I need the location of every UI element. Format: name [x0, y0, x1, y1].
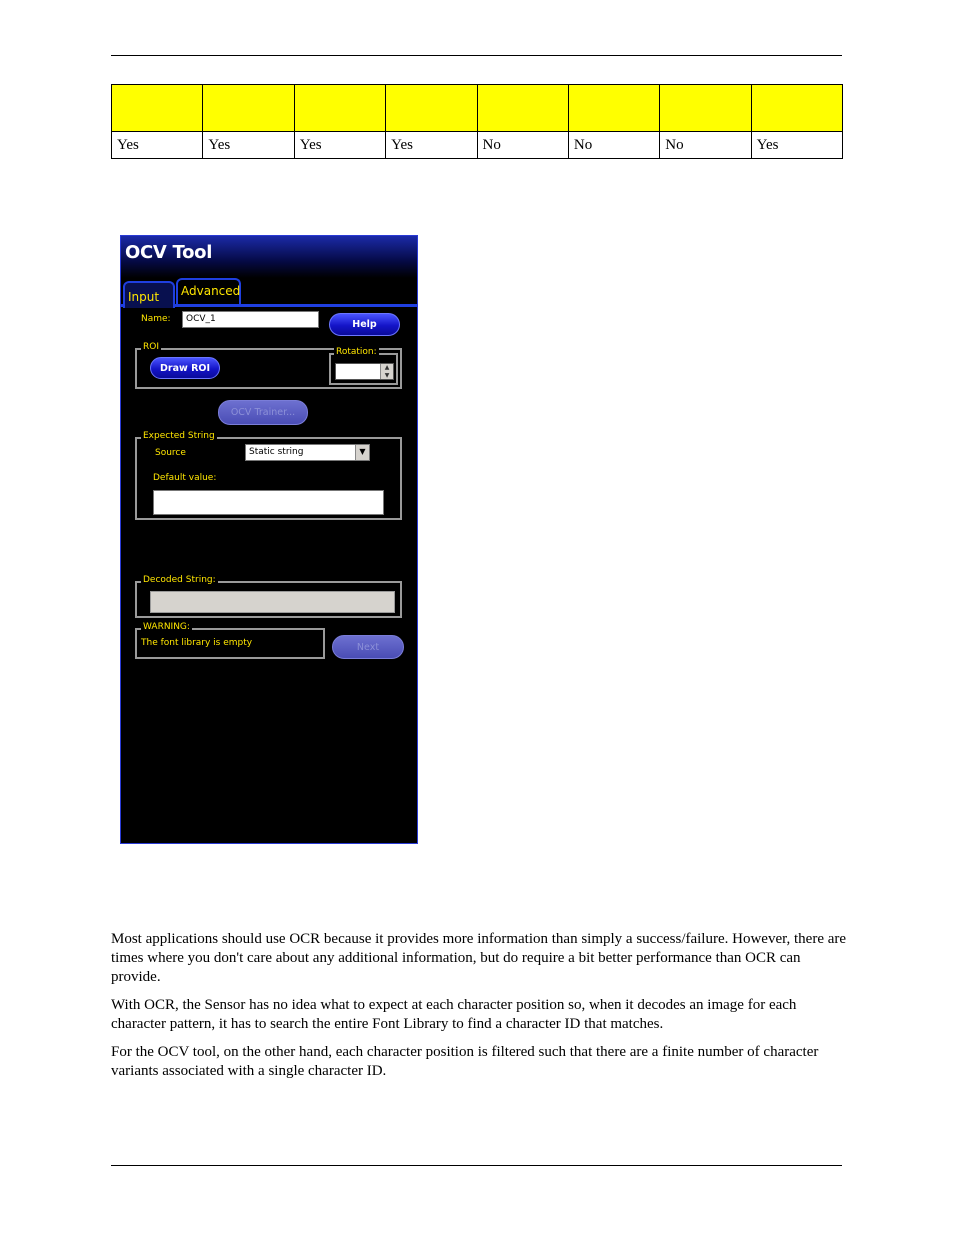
- panel-title: OCV Tool: [125, 242, 213, 263]
- tab-input[interactable]: Input: [123, 281, 175, 308]
- source-select-value: Static string: [249, 447, 304, 457]
- table-cell: Yes: [386, 132, 477, 159]
- rotation-spinner[interactable]: [335, 363, 394, 380]
- paragraph-ocr-search: With OCR, the Sensor has no idea what to expect at each character position so, when it decodes an image for each character pattern, it has to search the entire Font Library to find a character ID that matches.: [111, 997, 797, 1032]
- spinner-buttons[interactable]: [380, 364, 393, 379]
- ocv-trainer-button[interactable]: OCV Trainer...: [218, 400, 308, 425]
- table-header-cell: [568, 85, 659, 132]
- table-cell: Yes: [203, 132, 294, 159]
- rotation-group: [329, 347, 398, 385]
- table-header-cell: [386, 85, 477, 132]
- warning-group: [135, 622, 325, 659]
- table-header-cell: [294, 85, 385, 132]
- help-button[interactable]: Help: [329, 313, 400, 336]
- source-select[interactable]: [245, 444, 370, 461]
- table-header-cell: [112, 85, 203, 132]
- default-value-field[interactable]: [153, 490, 384, 515]
- table-header-row: [112, 85, 843, 132]
- ocv-tool-panel: [120, 235, 418, 844]
- expected-string-group: [135, 431, 402, 520]
- table-header-cell: [751, 85, 842, 132]
- decoded-string-group: [135, 575, 402, 618]
- decoded-string-field: [150, 591, 395, 613]
- warning-text: The font library is empty: [141, 638, 253, 648]
- table-header-cell: [477, 85, 568, 132]
- table-header-cell: [660, 85, 751, 132]
- paragraph-ocv-filter: For the OCV tool, on the other hand, each character position is filtered such that there are a finite number of character variants associated with a single character ID.: [111, 1044, 819, 1079]
- table-cell: Yes: [294, 132, 385, 159]
- footer-rule: [111, 1165, 842, 1166]
- spin-up-icon[interactable]: ▲: [384, 364, 390, 371]
- table-header-cell: [203, 85, 294, 132]
- table-cell: No: [477, 132, 568, 159]
- spin-down-icon[interactable]: ▼: [384, 371, 390, 379]
- table-cell: No: [660, 132, 751, 159]
- table-cell: Yes: [751, 132, 842, 159]
- decoded-string-legend: Decoded String:: [143, 575, 216, 585]
- roi-legend: ROI: [143, 342, 159, 352]
- next-button[interactable]: Next: [332, 635, 404, 659]
- comparison-table: [111, 84, 843, 159]
- source-label: Source: [155, 448, 186, 458]
- expected-string-legend: Expected String: [143, 431, 215, 441]
- roi-group: [135, 342, 402, 389]
- name-field[interactable]: OCV_1: [182, 311, 319, 328]
- warning-legend: WARNING:: [143, 622, 190, 632]
- rotation-label: Rotation:: [336, 347, 377, 357]
- table-row: [112, 132, 843, 159]
- default-value-label: Default value:: [153, 473, 217, 483]
- table-cell: Yes: [112, 132, 203, 159]
- tab-advanced[interactable]: Advanced: [176, 278, 241, 304]
- header-rule: [111, 55, 842, 56]
- paragraph-ocr-overview: Most applications should use OCR because it provides more information than simply a success/failure. However, there are times where you don't care about any additional information, but do require a bit better performance than OCR can provide.: [111, 931, 847, 985]
- name-label: Name:: [141, 314, 171, 324]
- draw-roi-button[interactable]: Draw ROI: [150, 357, 220, 379]
- chevron-down-icon[interactable]: ▼: [355, 445, 369, 460]
- table-cell: No: [568, 132, 659, 159]
- panel-header: [121, 236, 417, 278]
